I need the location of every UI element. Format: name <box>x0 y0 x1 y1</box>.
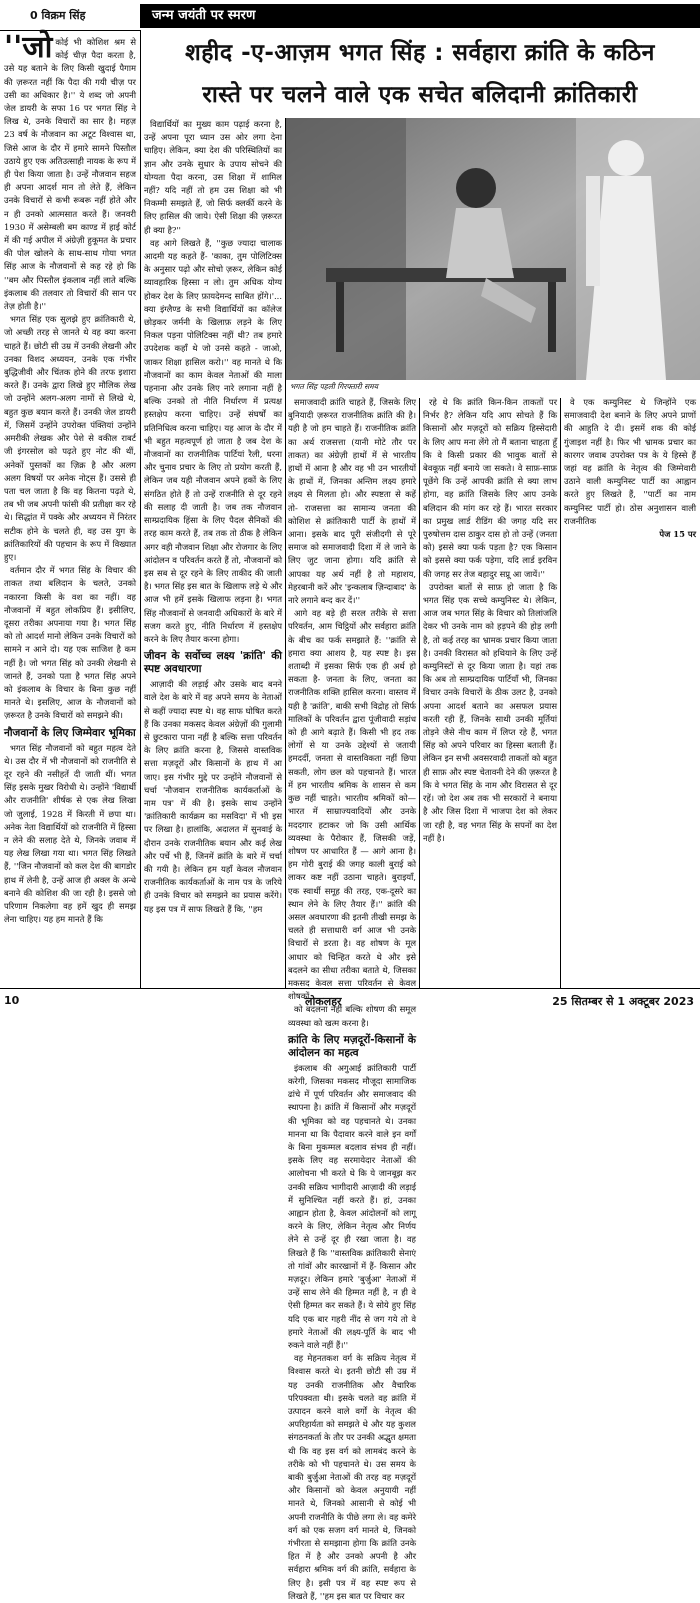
column-divider <box>560 398 561 988</box>
article-column-4 <box>423 396 557 986</box>
paragraph: वर्तमान दौर में भगत सिंह के विचार की ताकत तथा बलिदान के चलते, उनको नकारना किसी के वश का नहीं। वह नौजवानों में बहुत लोकप्रिय हैं। इसीलिए, दूसरा तरीका अपनाया गया है। भगत सिंह को तो आदर्श मानो लेकिन उनके विचारों को सामने न आने दो। यह एक साजिश है कम नहीं है। जो भगत सिंह को उनकी लेखनी से जानते हैं, उनको पता है भगत सिंह अपने को इंकलाब के विचार के बिना कुछ नहीं मानते थे। इसलिए, आज के नौजवानों को ज़रूरत है उनके विचारों को समझने की। <box>4 565 136 721</box>
photo-caption: भगत सिंह पहली गिरफ्तारी समय <box>290 382 378 391</box>
paragraph: भगत सिंह एक सुलझे हुए क्रांतिकारी थे, जो अच्छी तरह से जानते थे वह क्या करना चाहते हैं। छोटी सी उम्र में उनकी लेखनी और उनका विशद अध्ययन, उनके एक गंभीर बुद्धिजीवी और चिंतक होने की तरफ इशारा करते हैं। उनके द्वारा लिखे हुए मौलिक लेख जो उन्होंने अलग-अलग नामों से लिखे थे, बहुत कुछ बयान करते हैं। उनकी जेल डायरी में, जिसमें उन्होंने उपरोक्त पंक्तियां उन्होंने अमरीकी लेखक और पेशे से वकील राबर्ट जी इंगरसोल को पढ़ते हुए नोट की थीं, अनेकों पुस्तकों का ज़िक्र है और अलग अलग विषयों पर अनेक नोट्स हैं। उससे ही पता चल जाता है कि वह कितना पढ़ते थे, तब भी जब अपनी फांसी की प्रतीक्षा कर रहे थे। सिद्धांत में पक्के और अध्ययन में निरंतर सटीक होने के चलते ही, वह उस युग के क्रांतिकारियों की पहचान के रूप में विख्यात हुए। <box>4 314 136 562</box>
paragraph: आगे वह बड़े ही सरल तरीके से सत्ता परिवर्तन, आम चिट्ठियों और सर्वहारा क्रांति के बीच का फर्क समझाते हैं: ''क्रांति से हमारा क्या आशय है, यह स्पष्ट है। इस शताब्दी में इसका सिर्फ एक ही अर्थ हो सकता है- जनता के लिए, जनता का राजनीतिक शक्ति हासिल करना। वास्तव में यही है 'क्रांति', बाकी सभी विद्रोह तो सिर्फ मालिकों के परिवर्तन द्वारा पूंजीवादी सड़ांध को ही आगे बढ़ाते हैं। किसी भी हद तक लोगों से या उनके उद्देश्यों से जतायी हमदर्दी, जनता से वास्तविकता नहीं छिपा सकती, लोग छल को पहचानते हैं। भारत में हम भारतीय श्रमिक के शासन से कम कुछ नहीं चाहते। भारतीय श्रमिकों को— भारत में साम्राज्यवादियों और उनके मददगार हटाकर जो कि उसी आर्थिक व्यवस्था के पैरोकार हैं, जिसकी जड़ें, शोषण पर आधारित हैं — आगे आना है। हम गोरी बुराई की जगह काली बुराई को लाकर कष्ट नहीं उठाना चाहते। बुराइयाँ, एक स्वार्थी समूह की तरह, एक-दूसरे का स्थान लेने के लिए तैयार हैं।'' क्रांति की असल अवधारणा की इतनी तीखी समझ के चलते ही सत्ताधारी वर्ग आज भी उनके विचारों से डरता है। वह शोषण के मूल आधार को चिन्हित करते थे और इसे बदलने का सीधा तरीका बताते थे, जिसका मकसद केवल सत्ता परिवर्तन से केवल शोषकों <box>288 608 416 1002</box>
column-divider <box>140 30 141 988</box>
page-footer <box>0 990 700 1012</box>
paragraph: आज़ादी की लड़ाई और उसके बाद बनने वाले देश के बारे में वह अपने समय के नेताओं से कहीं ज्यादा स्पष्ट थे। वह साफ घोषित करते हैं कि उनका मकसद केवल अंग्रेज़ों की गुलामी से छुटकारा पाना नहीं है बल्कि सत्ता परिवर्तन के लिए क्रांति करना है, जिससे वास्तविक सत्ता मज़दूरों और किसानों के हाथ में आ जाए। इस गंभीर मुद्दे पर उन्होंने नौजवानों से चर्चा 'नौजवान राजनीतिक कार्यकर्ताओं के नाम पत्र' में की है। इसके साथ उन्होंने 'क्रांतिकारी कार्यक्रम का मसविदा' में भी इस पर लिखा है। हालांकि, अदालत में सुनवाई के दौरान उनके राजनीतिक बयान और कई लेख और पर्चे भी हैं, जिनमें क्रांति के बारे में चर्चा की गयी है। लेकिन हम यहाँ केवल नौजवान राजनीतिक कार्यकर्ताओं के नाम पत्र के जरिये ही उनके विचार को समझने का प्रयास करेंगे। यह इस पत्र में साफ लिखते हैं कि, ''हम <box>144 679 282 914</box>
paragraph: भगत सिंह नौजवानों को बहुत महत्व देते थे। उस दौर में भी नौजवानों को राजनीति से दूर रहने की नसीहतें दी जाती थीं। भगत सिंह इसके मुखर विरोधी थे। उन्होंने 'विद्यार्थी और राजनीति' शीर्षक से एक लेख लिखा जो जुलाई, 1928 में किरती में छपा था। अनेक नेता विद्यार्थियों को राजनीति में हिस्सा न लेने की सलाह देते थे, जिनके जवाब में यह लेख लिखा गया था। भगत सिंह लिखते हैं, ''जिन नौजवानों को कल देश की बागडोर हाथ में लेनी है, उन्हें आज ही अक्ल के अन्धे बनाने की कोशिश की जा रही है। इससे जो परिणाम निकलेगा वह हमें खुद ही समझ लेना चाहिए। यह हम मानते हैं कि <box>4 742 136 925</box>
subheading: क्रांति के लिए मज़दूरों-किसानों के आंदोलन का महत्व <box>288 1033 416 1059</box>
paragraph: रहे थे कि क्रांति किन-किन ताकतों पर निर्भर है? लेकिन यदि आप सोचते हैं कि किसानों और मज़दूरों को सक्रिय हिस्सेदारी के लिए आप मना लेंगे तो मैं बताना चाहता हूँ कि वे किसी प्रकार की भावुक बातों से बेवकूफ़ नहीं बनाये जा सकते। वे साफ़-साफ़ पूछेंगे कि उन्हें आपकी क्रांति से क्या लाभ होगा, वह क्रांति जिसके लिए आप उनके बलिदान की मांग कर रहे हैं। भारत सरकार का प्रमुख लार्ड रीडिंग की जगह यदि सर पुरुषोत्तम दास ठाकुर दास हो तो उन्हें (जनता को) इससे क्या फर्क पड़ता है? एक किसान को इससे क्या फर्क पड़ेगा, यदि लार्ड इरविन की जगह सर तेज बहादुर सप्रू आ जायें।'' <box>423 397 557 579</box>
drop-quote: ''जो <box>4 30 53 65</box>
paragraph: वह आगे लिखते हैं, ''कुछ ज्यादा चालाक आदमी यह कहते हैं- 'काका, तुम पोलिटिक्स के अनुसार पढ़ो और सोचो ज़रूर, लेकिन कोई व्यावहारिक हिस्सा न लो। तुम अधिक योग्य होकर देश के लिए फ़ायदेमन्द साबित होंगे।'... क्या इंग्लैण्ड के सभी विद्यार्थियों का कॉलेज छोड़कर जर्मनी के खिलाफ़ लड़ने के लिए निकल पड़ना पोलिटिक्स नहीं थी? तब हमारे उपदेशक कहाँ थे जो उनसे कहते - जाओ, जाकर शिक्षा हासिल करो।'' वह मानते थे कि नौजवानों का काम केवल नेताओं की माला पहनाना और उनके लिए नारे लगाना नहीं है बल्कि उनको तो नीति निर्धारण में प्रत्यक्ष हस्तक्षेप करना चाहिए। उन्हें संघर्षों का प्रतिनिधित्व करना चाहिए। यह आज के दौर में भी बहुत महत्वपूर्ण हो जाता है जब देश के नौजवानों का राजनीतिक पार्टियां रैली, धरना और चुनाव प्रचार के लिए तो प्रयोग करती हैं, लेकिन जब यही नौजवान अपने हकों के लिए संगठित होते हैं तो उन्हें राजनीति से दूर रहने की सलाह दी जाती है। जब तक नौजवान साम्प्रदायिक हिंसा के लिए पैदल सैनिकों की तरह काम करते हैं, तब तक तो ठीक है लेकिन अगर वही नौजवान शिक्षा और रोजगार के लिए आंदोलन व परिवर्तन करते हैं तो, नौजवानों को इस सब से दूर रहने के लिए ताकीद की जाती है। भगत सिंह इस बात के खिलाफ लड़े थे और आज भी हमें इसके खिलाफ लड़ना है। भगत सिंह नौजवानों से जनवादी अधिकारों के बारे में सजग करते हुए, नीति निर्धारण में हस्तक्षेप करने के लिए तैयार करना होगा। <box>144 237 283 644</box>
author-byline <box>0 0 140 31</box>
publication-name: लोकलहर <box>305 995 342 1008</box>
article-column-5 <box>564 396 696 986</box>
author-name: 0 विक्रम सिंह <box>30 9 86 22</box>
headline-line-1: शहीद -ए-आज़म भगत सिंह : सर्वहारा क्रांति के कठिन <box>185 40 655 66</box>
paragraph: विद्यार्थियों का मुख्य काम पढ़ाई करना है, उन्हें अपना पूरा ध्यान उस ओर लगा देना चाहिए। लेकिन, क्या देश की परिस्थितियों का ज्ञान और उनके सुधार के उपाय सोचने की योग्यता पैदा करना, उस शिक्षा में शामिल नहीं? यदि नहीं तो हम उस शिक्षा को भी निकम्मी समझते हैं, जो सिर्फ क्लर्की करने के लिए हासिल की जाये। ऐसी शिक्षा की ज़रूरत ही क्या है?'' <box>144 119 282 235</box>
column-divider <box>419 398 420 988</box>
paragraph: इंकलाब की अगुआई क्रांतिकारी पार्टी करेगी, जिसका मकसद मौजूदा सामाजिक ढांचे में पूर्ण परिवर्तन और समाजवाद की स्थापना है। क्रांति में किसानों और मज़दूरों की भूमिका को वह पहचानते थे। उनका मानना था कि पैदावार करने वाले इन वर्गों के बिना मुकम्मल बदलाव संभव ही नहीं। इसके लिए वह सरमायेदार नेताओं की आलोचना भी करते थे कि ये जानबूझ कर उनकी सक्रिय भागीदारी आज़ादी की लड़ाई में सुनिश्चित नहीं करते हैं। हां, उनका आह्वान होता है, केवल आंदोलनों को लागू करने के लिए, लेकिन नेतृत्व और निर्णय लेने से उन्हें दूर ही रखा जाता है। वह लिखते हैं कि ''वास्तविक क्रांतिकारी सेनाएं तो गांवों और कारखानों में हैं- किसान और मज़दूर। लेकिन हमारे 'बुर्जुआ' नेताओं में उन्हें साथ लेने की हिम्मत नहीं है, न ही वे ऐसी हिम्मत कर सकते हैं। ये सोये हुए सिंह यदि एक बार गहरी नींद से जग गये तो वे हमारे नेताओं की लक्ष्य-पूर्ति के बाद भी रुकने वाले नहीं हैं।'' <box>288 1062 416 1351</box>
subheading: नौजवानों के लिए जिम्मेवार भूमिका <box>4 726 136 739</box>
paragraph: वे एक कम्युनिस्ट थे जिन्होंने एक समाजवादी देश बनाने के लिए अपने प्राणों की आहुति दे दी। इसमें शक की कोई गुंजाइश नहीं है। फिर भी भ्रामक प्रचार का कारगर जवाब उपरोक्त पत्र के ये हिस्से हैं जहां वह क्रांति के नेतृत्व की जिम्मेवारी उठाने वाली कम्युनिस्ट पार्टी का आह्वान करते हुए लिखते हैं, ''पार्टी का नाम कम्युनिस्ट पार्टी हो। ठोस अनुशासन वाली राजनीतिक <box>564 397 696 526</box>
paragraph: वह मेहनतकश वर्ग के सक्रिय नेतृत्व में विश्वास करते थे। इतनी छोटी सी उम्र में यह उनकी राजनीतिक और वैचारिक परिपक्वता थी। इसके चलते वह क्रांति में उत्पादन करने वाले वर्गों के नेतृत्व की अपरिहार्यता को समझते थे और यह कुशल संगठनकर्ता के तौर पर उनकी अद्भुत क्षमता थी कि वह इस वर्ग को लामबंद करने के तरीके को भी पहचानते थे। उस समय के बाकी बुर्जुआ नेताओं की तरह वह मज़दूरों और किसानों को केवल अनुयायी नहीं मानते थे, जिनको आसानी से कोई भी अपनी राजनीति के पीछे लगा ले। वह कमेरे वर्ग को एक सजग वर्ग मानते थे, जिनको गंभीरता से समझाना होगा कि क्रांति उनके हित में है और उनको अपनी है और सर्वहारा श्रमिक वर्ग की क्रांति, सर्वहारा के लिए है। इसी पत्र में वह स्पष्ट रूप से लिखते हैं, ''हम इस बात पर विचार कर <box>288 1353 416 1601</box>
bhagat-singh-photo <box>286 118 700 380</box>
headline-line-2: रास्ते पर चलने वाले एक सचेत बलिदानी क्रांतिकारी <box>202 82 638 108</box>
paragraph: समाजवादी क्रांति चाहते हैं, जिसके लिए बुनियादी ज़रूरत राजनीतिक क्रांति की है। यही है जो हम चाहते हैं। राजनीतिक क्रांति का अर्थ राजसत्ता (यानी मोटे तौर पर ताकत) का अंग्रेज़ी हाथों में से भारतीय हाथों में आना है और वह भी उन भारतीयों के हाथों में, जिनका अन्तिम लक्ष्य हमारे लक्ष्य से मिलता हो। और स्पष्टता से कहें तो- राजसत्ता का सामान्य जनता की कोशिश से क्रांतिकारी पार्टी के हाथों में आना। इसके बाद पूरी संजीदगी से पूरे समाज को समाजवादी दिशा में ले जाने के लिए जुट जाना होगा। यदि क्रांति से आपका यह अर्थ नहीं है तो महाशय, मेहरबानी करें और 'इन्कलाब ज़िन्दाबाद' के नारे लगाने बन्द कर दें।'' <box>288 397 416 606</box>
paragraph: उपरोक्त बातों से साफ़ हो जाता है कि भगत सिंह एक सच्चे कम्युनिस्ट थे। लेकिन, आज जब भगत सिंह के विचार को तिलांजलि देकर भी उनके नाम को हड़पने की होड़ लगी है, तो कई तरह का भ्रामक प्रचार किया जाता है। उनकी विरासत को हथियाने के लिए उन्हें कम्युनिस्टों से दूर किया जाता है। यहां तक कि अब तो साम्प्रदायिक पार्टियाँ भी, जिनका विचार उनके विचारों के ठीक उलट है, उनको अपना आदर्श बताने का असफल प्रयास करती रही हैं, जिनके साथी उनकी मूर्तियां तोड़ने जैसे नीच काम में लिप्त रहे हैं, भगत सिंह को अपने परिवार का हिस्सा बताती हैं। लेकिन इन सभी अवसरवादी ताकतों को बहुत ही साफ़ और स्पष्ट चेतावनी देने की ज़रूरत है कि वे भगत सिंह के नाम और विरासत से दूर रहें। जो देश अब तक भी सरकारों ने बनाया है और जिस दिशा में भाजपा देश को लेकर जा रही है, वह भगत सिंह के सपनों का देश नहीं है। <box>423 581 557 843</box>
subheading: जीवन के सर्वोच्च लक्ष्य 'क्रांति' की स्पष्ट अवधारणा <box>144 650 282 676</box>
headline <box>142 32 698 116</box>
photo-illustration <box>286 118 700 380</box>
issue-date: 25 सितम्बर से 1 अक्टूबर 2023 <box>552 995 694 1008</box>
article-column-1 <box>4 30 136 986</box>
page-number: 10 <box>4 994 20 1007</box>
section-kicker: जन्म जयंती पर स्मरण <box>140 4 700 28</box>
article-column-2 <box>144 118 282 986</box>
continued-on-page: पेज 15 पर <box>659 529 696 540</box>
paragraph: को बदलना नहीं बल्कि शोषण की समूल व्यवस्था को खत्म करना है। <box>288 1004 416 1028</box>
paragraph: कोई भी कोशिश श्रम से कोई चीज़ पैदा करता है, उसे यह बताने के लिए किसी खुदाई पैगाम की ज़रूरत नहीं कि पैदा की गयी चीज़ पर उसी का अधिकार है।'' ये शब्द जो अपनी जेल डायरी के सफा 16 पर भगत सिंह ने लिख थे, उनके विचारों का सार है। महज़ 23 वर्ष के नौजवान का अटूट विश्वास था, जिसे आज के दौर में हमारे सामने पिस्तौल उठाये हुए एक अतिउत्साही नायक के रूप में ही पेश किया जाता है। उन्हें नौजवान सहज ही अपना आदर्श मान तो लेते हैं, लेकिन उनके विचारों से कभी रूबरू नहीं होते और न ही उनको आत्मसात करते हैं। जनवरी 1930 में असेम्बली बम काण्ड में हाई कोर्ट में की गई अपील में अंग्रेज़ी हुकूमत के प्रचार की पोल खोलने के साथ-साथ गोया भगत सिंह आज के नौजवानों से कह रहे हो कि ''बम और पिस्तौल इंकलाब नहीं लाते बल्कि इंकलाब की तलवार तो विचारों की सान पर तेज़ होती है।'' <box>4 37 136 312</box>
